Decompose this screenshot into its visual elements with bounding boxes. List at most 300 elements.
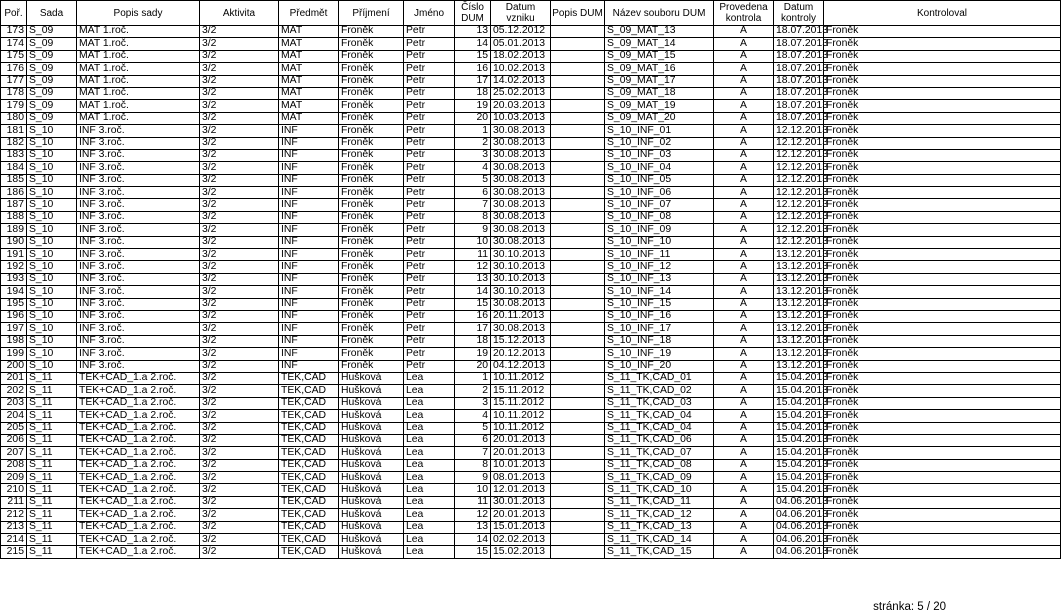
cell-jmeno: Lea xyxy=(404,372,455,384)
cell-predmet: TEK,CAD xyxy=(279,459,339,471)
cell-aktivita: 3/2 xyxy=(200,484,279,496)
cell-provedena-kontrola: A xyxy=(714,484,774,496)
cell-aktivita: 3/2 xyxy=(200,125,279,137)
cell-popis-sady: INF 3.roč. xyxy=(77,137,200,149)
table-row xyxy=(1,521,1061,533)
cell-sada: S_11 xyxy=(27,422,77,434)
cell-predmet: INF xyxy=(279,187,339,199)
table-row xyxy=(1,422,1061,434)
table-row xyxy=(1,38,1061,50)
cell-kontroloval: Froněk xyxy=(824,249,1061,261)
cell-por: 210 xyxy=(1,484,27,496)
cell-por: 185 xyxy=(1,174,27,186)
table-header xyxy=(1,1,1061,26)
cell-datum-vzniku: 30.08.2013 xyxy=(491,211,551,223)
table-row xyxy=(1,199,1061,211)
cell-prijmeni: Froněk xyxy=(339,211,404,223)
cell-popis-sady: TEK+CAD_1.a 2.roč. xyxy=(77,422,200,434)
cell-por: 175 xyxy=(1,50,27,62)
cell-cislo-dum: 1 xyxy=(455,125,491,137)
cell-datum-vzniku: 18.02.2013 xyxy=(491,50,551,62)
cell-kontroloval: Froněk xyxy=(824,397,1061,409)
table-row xyxy=(1,360,1061,372)
cell-jmeno: Lea xyxy=(404,385,455,397)
cell-aktivita: 3/2 xyxy=(200,422,279,434)
cell-prijmeni: Froněk xyxy=(339,38,404,50)
cell-popis-sady: INF 3.roč. xyxy=(77,298,200,310)
table-row xyxy=(1,298,1061,310)
table-row xyxy=(1,335,1061,347)
cell-por: 181 xyxy=(1,125,27,137)
cell-provedena-kontrola: A xyxy=(714,286,774,298)
cell-nazev-souboru: S_11_TK,CAD_04 xyxy=(605,422,714,434)
cell-popis-dum xyxy=(551,63,605,75)
cell-sada: S_10 xyxy=(27,360,77,372)
cell-aktivita: 3/2 xyxy=(200,496,279,508)
cell-provedena-kontrola: A xyxy=(714,496,774,508)
cell-cislo-dum: 7 xyxy=(455,199,491,211)
cell-popis-sady: MAT 1.roč. xyxy=(77,26,200,38)
cell-popis-dum xyxy=(551,372,605,384)
cell-nazev-souboru: S_10_INF_20 xyxy=(605,360,714,372)
cell-cislo-dum: 9 xyxy=(455,472,491,484)
cell-prijmeni: Froněk xyxy=(339,162,404,174)
cell-por: 211 xyxy=(1,496,27,508)
cell-popis-sady: MAT 1.roč. xyxy=(77,112,200,124)
cell-provedena-kontrola: A xyxy=(714,236,774,248)
cell-prijmeni: Hušková xyxy=(339,434,404,446)
cell-sada: S_10 xyxy=(27,162,77,174)
cell-nazev-souboru: S_10_INF_07 xyxy=(605,199,714,211)
cell-jmeno: Lea xyxy=(404,410,455,422)
cell-sada: S_10 xyxy=(27,323,77,335)
cell-datum-kontroly: 15.04.2013 xyxy=(774,434,824,446)
cell-popis-sady: INF 3.roč. xyxy=(77,125,200,137)
cell-datum-kontroly: 13.12.2013 xyxy=(774,360,824,372)
cell-aktivita: 3/2 xyxy=(200,472,279,484)
cell-popis-sady: TEK+CAD_1.a 2.roč. xyxy=(77,459,200,471)
cell-provedena-kontrola: A xyxy=(714,137,774,149)
cell-kontroloval: Froněk xyxy=(824,38,1061,50)
cell-predmet: TEK,CAD xyxy=(279,397,339,409)
cell-cislo-dum: 11 xyxy=(455,496,491,508)
cell-aktivita: 3/2 xyxy=(200,410,279,422)
cell-por: 202 xyxy=(1,385,27,397)
cell-prijmeni: Froněk xyxy=(339,125,404,137)
cell-cislo-dum: 7 xyxy=(455,447,491,459)
cell-provedena-kontrola: A xyxy=(714,447,774,459)
table-row xyxy=(1,63,1061,75)
cell-aktivita: 3/2 xyxy=(200,397,279,409)
cell-cislo-dum: 19 xyxy=(455,100,491,112)
cell-aktivita: 3/2 xyxy=(200,298,279,310)
cell-aktivita: 3/2 xyxy=(200,112,279,124)
cell-datum-kontroly: 15.04.2013 xyxy=(774,422,824,434)
cell-datum-vzniku: 20.03.2013 xyxy=(491,100,551,112)
cell-popis-dum xyxy=(551,410,605,422)
cell-kontroloval: Froněk xyxy=(824,484,1061,496)
cell-popis-sady: TEK+CAD_1.a 2.roč. xyxy=(77,546,200,558)
cell-por: 205 xyxy=(1,422,27,434)
cell-datum-kontroly: 13.12.2013 xyxy=(774,323,824,335)
cell-aktivita: 3/2 xyxy=(200,174,279,186)
cell-aktivita: 3/2 xyxy=(200,521,279,533)
cell-predmet: INF xyxy=(279,273,339,285)
cell-sada: S_11 xyxy=(27,397,77,409)
cell-cislo-dum: 11 xyxy=(455,249,491,261)
cell-aktivita: 3/2 xyxy=(200,335,279,347)
cell-kontroloval: Froněk xyxy=(824,434,1061,446)
cell-datum-vzniku: 12.01.2013 xyxy=(491,484,551,496)
cell-cislo-dum: 3 xyxy=(455,149,491,161)
cell-aktivita: 3/2 xyxy=(200,224,279,236)
cell-sada: S_11 xyxy=(27,447,77,459)
cell-sada: S_10 xyxy=(27,211,77,223)
cell-provedena-kontrola: A xyxy=(714,211,774,223)
cell-jmeno: Petr xyxy=(404,323,455,335)
cell-datum-vzniku: 20.01.2013 xyxy=(491,447,551,459)
cell-popis-dum xyxy=(551,137,605,149)
cell-nazev-souboru: S_09_MAT_19 xyxy=(605,100,714,112)
cell-datum-kontroly: 15.04.2013 xyxy=(774,472,824,484)
cell-cislo-dum: 18 xyxy=(455,335,491,347)
cell-prijmeni: Hušková xyxy=(339,509,404,521)
cell-datum-kontroly: 13.12.2013 xyxy=(774,348,824,360)
cell-datum-kontroly: 15.04.2013 xyxy=(774,385,824,397)
cell-nazev-souboru: S_11_TK,CAD_06 xyxy=(605,434,714,446)
cell-prijmeni: Froněk xyxy=(339,298,404,310)
cell-kontroloval: Froněk xyxy=(824,310,1061,322)
cell-provedena-kontrola: A xyxy=(714,26,774,38)
cell-sada: S_11 xyxy=(27,459,77,471)
cell-cislo-dum: 6 xyxy=(455,187,491,199)
cell-provedena-kontrola: A xyxy=(714,323,774,335)
cell-nazev-souboru: S_11_TK,CAD_07 xyxy=(605,447,714,459)
cell-popis-dum xyxy=(551,236,605,248)
cell-popis-dum xyxy=(551,459,605,471)
cell-provedena-kontrola: A xyxy=(714,174,774,186)
cell-popis-sady: INF 3.roč. xyxy=(77,286,200,298)
cell-sada: S_11 xyxy=(27,509,77,521)
cell-predmet: INF xyxy=(279,323,339,335)
cell-sada: S_10 xyxy=(27,348,77,360)
cell-datum-vzniku: 10.03.2013 xyxy=(491,112,551,124)
cell-kontroloval: Froněk xyxy=(824,261,1061,273)
cell-kontroloval: Froněk xyxy=(824,372,1061,384)
cell-popis-sady: TEK+CAD_1.a 2.roč. xyxy=(77,472,200,484)
column-header-por: Poř. xyxy=(1,1,27,26)
cell-prijmeni: Hušková xyxy=(339,397,404,409)
cell-popis-dum xyxy=(551,360,605,372)
cell-popis-sady: MAT 1.roč. xyxy=(77,63,200,75)
cell-sada: S_10 xyxy=(27,310,77,322)
cell-aktivita: 3/2 xyxy=(200,149,279,161)
cell-popis-sady: TEK+CAD_1.a 2.roč. xyxy=(77,484,200,496)
page-number: stránka: 5 / 20 xyxy=(873,601,946,613)
cell-jmeno: Petr xyxy=(404,236,455,248)
cell-prijmeni: Froněk xyxy=(339,100,404,112)
cell-kontroloval: Froněk xyxy=(824,162,1061,174)
cell-predmet: TEK,CAD xyxy=(279,434,339,446)
cell-popis-sady: TEK+CAD_1.a 2.roč. xyxy=(77,385,200,397)
cell-datum-vzniku: 10.11.2012 xyxy=(491,410,551,422)
cell-aktivita: 3/2 xyxy=(200,310,279,322)
cell-nazev-souboru: S_10_INF_13 xyxy=(605,273,714,285)
cell-datum-vzniku: 20.01.2013 xyxy=(491,434,551,446)
cell-kontroloval: Froněk xyxy=(824,26,1061,38)
cell-nazev-souboru: S_10_INF_06 xyxy=(605,187,714,199)
cell-por: 215 xyxy=(1,546,27,558)
cell-prijmeni: Froněk xyxy=(339,323,404,335)
cell-por: 199 xyxy=(1,348,27,360)
cell-datum-kontroly: 04.06.2013 xyxy=(774,509,824,521)
table-row xyxy=(1,137,1061,149)
cell-popis-dum xyxy=(551,385,605,397)
cell-provedena-kontrola: A xyxy=(714,459,774,471)
cell-datum-kontroly: 04.06.2013 xyxy=(774,496,824,508)
cell-provedena-kontrola: A xyxy=(714,125,774,137)
cell-sada: S_11 xyxy=(27,484,77,496)
cell-provedena-kontrola: A xyxy=(714,372,774,384)
cell-popis-dum xyxy=(551,112,605,124)
cell-datum-kontroly: 15.04.2013 xyxy=(774,447,824,459)
cell-popis-sady: INF 3.roč. xyxy=(77,273,200,285)
cell-popis-dum xyxy=(551,87,605,99)
cell-datum-kontroly: 15.04.2013 xyxy=(774,410,824,422)
cell-popis-sady: INF 3.roč. xyxy=(77,224,200,236)
cell-popis-sady: MAT 1.roč. xyxy=(77,87,200,99)
cell-cislo-dum: 6 xyxy=(455,434,491,446)
cell-kontroloval: Froněk xyxy=(824,112,1061,124)
cell-kontroloval: Froněk xyxy=(824,273,1061,285)
cell-popis-dum xyxy=(551,26,605,38)
cell-sada: S_11 xyxy=(27,534,77,546)
cell-provedena-kontrola: A xyxy=(714,521,774,533)
cell-popis-sady: INF 3.roč. xyxy=(77,323,200,335)
cell-datum-kontroly: 12.12.2013 xyxy=(774,162,824,174)
cell-datum-kontroly: 15.04.2013 xyxy=(774,397,824,409)
cell-cislo-dum: 15 xyxy=(455,546,491,558)
cell-sada: S_10 xyxy=(27,224,77,236)
cell-predmet: MAT xyxy=(279,100,339,112)
cell-prijmeni: Hušková xyxy=(339,496,404,508)
cell-jmeno: Lea xyxy=(404,447,455,459)
cell-kontroloval: Froněk xyxy=(824,236,1061,248)
cell-provedena-kontrola: A xyxy=(714,348,774,360)
cell-kontroloval: Froněk xyxy=(824,534,1061,546)
cell-nazev-souboru: S_09_MAT_18 xyxy=(605,87,714,99)
cell-provedena-kontrola: A xyxy=(714,261,774,273)
cell-predmet: TEK,CAD xyxy=(279,509,339,521)
cell-popis-dum xyxy=(551,472,605,484)
cell-datum-kontroly: 13.12.2013 xyxy=(774,286,824,298)
cell-popis-dum xyxy=(551,335,605,347)
cell-kontroloval: Froněk xyxy=(824,211,1061,223)
column-header-datum-kontroly: Datum kontroly xyxy=(774,1,824,26)
column-header-aktivita: Aktivita xyxy=(200,1,279,26)
table-body xyxy=(1,26,1061,559)
cell-jmeno: Petr xyxy=(404,310,455,322)
cell-datum-kontroly: 12.12.2013 xyxy=(774,224,824,236)
cell-jmeno: Petr xyxy=(404,335,455,347)
cell-provedena-kontrola: A xyxy=(714,397,774,409)
cell-predmet: TEK,CAD xyxy=(279,484,339,496)
cell-cislo-dum: 1 xyxy=(455,372,491,384)
cell-jmeno: Petr xyxy=(404,249,455,261)
cell-predmet: INF xyxy=(279,249,339,261)
cell-popis-dum xyxy=(551,211,605,223)
cell-prijmeni: Hušková xyxy=(339,422,404,434)
cell-popis-dum xyxy=(551,38,605,50)
cell-provedena-kontrola: A xyxy=(714,410,774,422)
cell-popis-dum xyxy=(551,75,605,87)
column-header-nazev-souboru: Název souboru DUM xyxy=(605,1,714,26)
cell-jmeno: Petr xyxy=(404,112,455,124)
table-row xyxy=(1,472,1061,484)
cell-predmet: MAT xyxy=(279,112,339,124)
cell-popis-sady: TEK+CAD_1.a 2.roč. xyxy=(77,397,200,409)
cell-popis-dum xyxy=(551,422,605,434)
cell-kontroloval: Froněk xyxy=(824,174,1061,186)
cell-popis-sady: INF 3.roč. xyxy=(77,335,200,347)
cell-prijmeni: Froněk xyxy=(339,236,404,248)
cell-cislo-dum: 13 xyxy=(455,521,491,533)
cell-datum-kontroly: 13.12.2013 xyxy=(774,335,824,347)
cell-prijmeni: Froněk xyxy=(339,149,404,161)
cell-aktivita: 3/2 xyxy=(200,459,279,471)
cell-nazev-souboru: S_10_INF_10 xyxy=(605,236,714,248)
cell-sada: S_11 xyxy=(27,372,77,384)
cell-prijmeni: Froněk xyxy=(339,50,404,62)
cell-predmet: INF xyxy=(279,162,339,174)
cell-prijmeni: Froněk xyxy=(339,199,404,211)
cell-prijmeni: Hušková xyxy=(339,484,404,496)
cell-datum-vzniku: 30.08.2013 xyxy=(491,149,551,161)
cell-prijmeni: Froněk xyxy=(339,187,404,199)
cell-datum-kontroly: 04.06.2013 xyxy=(774,546,824,558)
cell-por: 183 xyxy=(1,149,27,161)
cell-kontroloval: Froněk xyxy=(824,447,1061,459)
cell-por: 197 xyxy=(1,323,27,335)
table-row xyxy=(1,187,1061,199)
cell-predmet: INF xyxy=(279,224,339,236)
cell-datum-vzniku: 30.08.2013 xyxy=(491,236,551,248)
cell-jmeno: Petr xyxy=(404,298,455,310)
cell-datum-kontroly: 18.07.2013 xyxy=(774,50,824,62)
cell-nazev-souboru: S_10_INF_05 xyxy=(605,174,714,186)
cell-jmeno: Lea xyxy=(404,496,455,508)
cell-popis-sady: INF 3.roč. xyxy=(77,174,200,186)
cell-jmeno: Petr xyxy=(404,87,455,99)
cell-popis-dum xyxy=(551,249,605,261)
cell-sada: S_10 xyxy=(27,286,77,298)
cell-predmet: MAT xyxy=(279,63,339,75)
cell-cislo-dum: 10 xyxy=(455,484,491,496)
cell-jmeno: Petr xyxy=(404,100,455,112)
cell-por: 189 xyxy=(1,224,27,236)
cell-popis-sady: INF 3.roč. xyxy=(77,211,200,223)
cell-datum-vzniku: 30.10.2013 xyxy=(491,261,551,273)
cell-datum-vzniku: 20.11.2013 xyxy=(491,310,551,322)
cell-aktivita: 3/2 xyxy=(200,447,279,459)
table-row xyxy=(1,261,1061,273)
cell-cislo-dum: 20 xyxy=(455,112,491,124)
cell-popis-sady: INF 3.roč. xyxy=(77,149,200,161)
table-row xyxy=(1,410,1061,422)
cell-popis-sady: MAT 1.roč. xyxy=(77,75,200,87)
cell-jmeno: Petr xyxy=(404,211,455,223)
cell-sada: S_11 xyxy=(27,472,77,484)
cell-predmet: INF xyxy=(279,211,339,223)
cell-popis-dum xyxy=(551,50,605,62)
cell-predmet: INF xyxy=(279,137,339,149)
cell-nazev-souboru: S_10_INF_02 xyxy=(605,137,714,149)
cell-aktivita: 3/2 xyxy=(200,372,279,384)
cell-prijmeni: Froněk xyxy=(339,348,404,360)
cell-popis-sady: INF 3.roč. xyxy=(77,162,200,174)
cell-aktivita: 3/2 xyxy=(200,187,279,199)
cell-popis-sady: TEK+CAD_1.a 2.roč. xyxy=(77,372,200,384)
cell-popis-sady: INF 3.roč. xyxy=(77,236,200,248)
cell-provedena-kontrola: A xyxy=(714,273,774,285)
cell-sada: S_09 xyxy=(27,38,77,50)
cell-por: 200 xyxy=(1,360,27,372)
table-row xyxy=(1,509,1061,521)
cell-prijmeni: Froněk xyxy=(339,286,404,298)
cell-popis-sady: TEK+CAD_1.a 2.roč. xyxy=(77,496,200,508)
cell-popis-sady: INF 3.roč. xyxy=(77,249,200,261)
cell-aktivita: 3/2 xyxy=(200,162,279,174)
cell-popis-dum xyxy=(551,434,605,446)
cell-datum-kontroly: 12.12.2013 xyxy=(774,149,824,161)
cell-nazev-souboru: S_11_TK,CAD_11 xyxy=(605,496,714,508)
table-row xyxy=(1,125,1061,137)
cell-popis-sady: INF 3.roč. xyxy=(77,310,200,322)
cell-popis-dum xyxy=(551,273,605,285)
cell-por: 186 xyxy=(1,187,27,199)
cell-cislo-dum: 3 xyxy=(455,397,491,409)
cell-kontroloval: Froněk xyxy=(824,63,1061,75)
cell-kontroloval: Froněk xyxy=(824,137,1061,149)
cell-jmeno: Lea xyxy=(404,509,455,521)
cell-predmet: TEK,CAD xyxy=(279,472,339,484)
cell-provedena-kontrola: A xyxy=(714,310,774,322)
cell-popis-dum xyxy=(551,162,605,174)
cell-popis-dum xyxy=(551,261,605,273)
cell-sada: S_11 xyxy=(27,521,77,533)
cell-predmet: TEK,CAD xyxy=(279,447,339,459)
cell-kontroloval: Froněk xyxy=(824,422,1061,434)
cell-aktivita: 3/2 xyxy=(200,211,279,223)
cell-sada: S_10 xyxy=(27,249,77,261)
table-row xyxy=(1,348,1061,360)
cell-por: 204 xyxy=(1,410,27,422)
cell-datum-kontroly: 12.12.2013 xyxy=(774,137,824,149)
cell-datum-vzniku: 04.12.2013 xyxy=(491,360,551,372)
cell-cislo-dum: 9 xyxy=(455,224,491,236)
cell-predmet: MAT xyxy=(279,50,339,62)
cell-aktivita: 3/2 xyxy=(200,236,279,248)
cell-popis-sady: INF 3.roč. xyxy=(77,360,200,372)
cell-prijmeni: Froněk xyxy=(339,75,404,87)
cell-cislo-dum: 4 xyxy=(455,410,491,422)
column-header-jmeno: Jméno xyxy=(404,1,455,26)
cell-por: 207 xyxy=(1,447,27,459)
cell-popis-sady: MAT 1.roč. xyxy=(77,100,200,112)
cell-jmeno: Petr xyxy=(404,137,455,149)
cell-nazev-souboru: S_10_INF_01 xyxy=(605,125,714,137)
cell-datum-vzniku: 30.08.2013 xyxy=(491,323,551,335)
